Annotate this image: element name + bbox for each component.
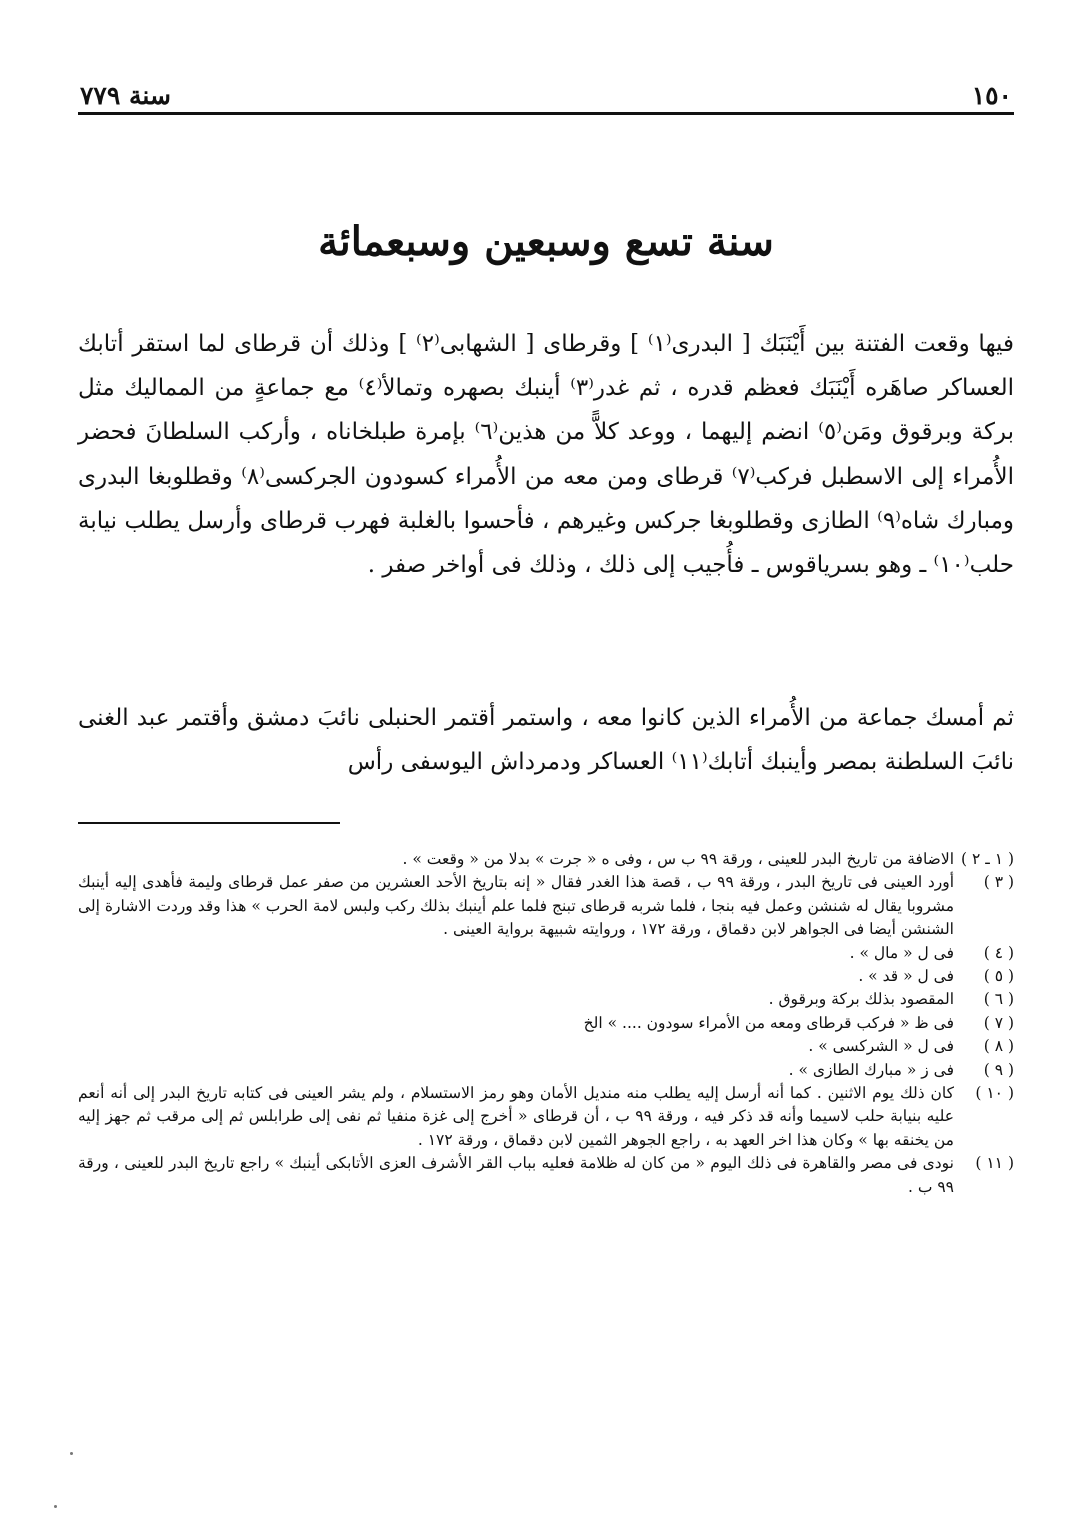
footnote	[78, 1059, 1014, 1082]
footnote-rule	[78, 822, 340, 824]
footnote-text: أورد العينى فى تاريخ البدر ، ورقة ٩٩ ب ، قصة هذا الغدر فقال « إنه بتاريخ الأحد العشرين من صفر عمل قرطاى وليمة فأهدى إليه أينبك مشروبا يقال له شنشن وعمل فيه بنجا ، فلما شربه قرطاى تبنج فلما علم أينبك بذلك ركب ولبس لامة الحرب » هذا وقد وردت الاشارة إلى الشنشن أيضا فى الجواهر لابن دقماق ، ورقة ١٧٢ ، وروايته شبيهة برواية العينى .	[78, 873, 954, 939]
footnote-text: فى ز « مبارك الطازى » .	[788, 1060, 954, 1079]
paragraph-text: فيها وقعت الفتنة بين أَيْنَبَك [ البدرى⁽١⁾ ] وقرطاى [ الشهابى⁽٢⁾ ] وذلك أن قرطاى لما استقر أتابك العساكر صاهَره أَيْنَبَك فعظم قدره ، ثم غدر⁽٣⁾ أينبك بصهره وتمالأ⁽٤⁾ مع جماعةٍ من المماليك مثل بركة وبرقوق ومَن⁽٥⁾ انضم إليهما ، ووعد كلاًّ من هذين⁽٦⁾ بإمرة طبلخاناه ، وأركب السلطانَ فحضر الأُمراء إلى الاسطبل فركب⁽٧⁾ قرطاى ومن معه من الأُمراء كسودون الجركسى⁽٨⁾ وقطلوبغا البدرى ومبارك شاه⁽٩⁾ الطازى وقطلوبغا جركس وغيرهم ، فأحسوا بالغلبة فهرب قرطاى وأرسل يطلب نيابة حلب⁽١٠⁾ ـ وهو بسرياقوس ـ فأُجيب إلى ذلك ، وذلك فى أواخر صفر .	[78, 331, 1015, 579]
footnote-number: ( ٦ )	[983, 990, 1014, 1009]
footnote-text: كان ذلك يوم الاثنين . كما أنه أرسل إليه يطلب منه منديل الأمان وهو رمز الاستسلام ، ولم يشر العينى فى كتابه تاريخ البدر إلى أنه أنعم عليه بنيابة حلب لاسيما وأنه قد ذكر فيه ، ورقة ٩٩ ب ، أن قرطاى « أخرج إلى غزة منفيا ثم نفى إلى طرابلس ثم إلى مرقب ثم جهز إليه من يخنقه بها » وكان هذا اخر العهد به ، راجع الجوهر الثمين لابن دقماق ، ورقة ١٧٢ .	[78, 1084, 954, 1149]
footnote-number: ( ٩ )	[983, 1060, 1014, 1079]
body-paragraph-1	[78, 322, 1014, 587]
footnote	[78, 1035, 1014, 1058]
footnote	[78, 1012, 1014, 1035]
footnote-number: ( ٣ )	[983, 873, 1014, 892]
footnote	[78, 871, 1014, 941]
footnote	[78, 848, 1014, 871]
footnote-text: فى ظ « فركب قرطاى ومعه من الأمراء سودون .... » الخ	[583, 1013, 954, 1032]
body-paragraph-2	[78, 696, 1014, 784]
footnote	[78, 988, 1014, 1011]
page-number: ١٥٠	[971, 81, 1012, 110]
running-head-year: سنة ٧٧٩	[80, 81, 171, 110]
footnote-number: ( ٨ )	[983, 1037, 1014, 1056]
footnote-number: ( ٧ )	[983, 1013, 1014, 1032]
footnote-text: نودى فى مصر والقاهرة فى ذلك اليوم « من كان له ظلامة فعليه بباب القر الأشرف العزى الأتابكى أينبك » راجع تاريخ البدر للعينى ، ورقة ٩٩ ب .	[78, 1154, 954, 1196]
footnote	[78, 1082, 1014, 1152]
footnote-number: ( ١٠ )	[975, 1084, 1014, 1103]
footnote-number: ( ١ ـ ٢ )	[960, 850, 1014, 868]
footnote	[78, 942, 1014, 965]
footnote-number: ( ١١ )	[975, 1154, 1014, 1173]
chapter-title: سنة تسع وسبعين وسبعمائة	[318, 218, 774, 265]
paragraph-text: ثم أمسك جماعة من الأُمراء الذين كانوا معه ، واستمر أقتمر الحنبلى نائبَ دمشق وأقتمر عبد الغنى نائبَ السلطنة بمصر وأينبك أتابك⁽١١⁾ العساكر ودمرداش اليوسفى رأس	[78, 705, 1014, 776]
footnote-text: فى ل « الشركسى » .	[808, 1037, 954, 1056]
footnote	[78, 1152, 1014, 1199]
scan-speck	[54, 1505, 57, 1508]
footnotes	[78, 848, 1014, 1199]
running-head	[80, 66, 1012, 110]
scan-speck	[70, 1452, 73, 1455]
footnote-number: ( ٥ )	[983, 967, 1014, 986]
footnote-text: المقصود بذلك بركة وبرقوق .	[768, 990, 954, 1009]
footnote-text: فى ل « قد » .	[858, 967, 954, 986]
footnote-number: ( ٤ )	[983, 943, 1014, 962]
footnote	[78, 965, 1014, 988]
footnote-text: فى ل « مال » .	[849, 943, 954, 962]
header-rule	[78, 112, 1014, 115]
footnote-text: الاضافة من تاريخ البدر للعينى ، ورقة ٩٩ ب س ، وفى ه « جرت » بدلا من « وقعت » .	[402, 850, 954, 868]
